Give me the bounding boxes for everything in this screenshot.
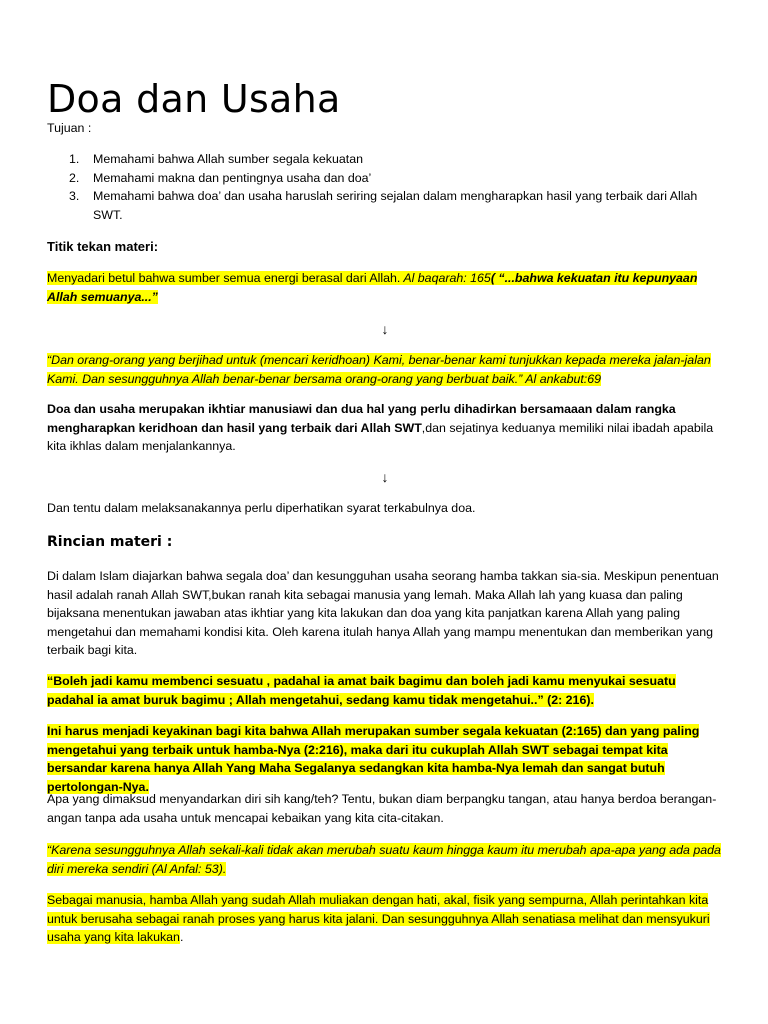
list-number: 3. — [69, 189, 80, 203]
tujuan-label: Tujuan : — [47, 121, 92, 135]
body-text: . — [179, 930, 184, 944]
down-arrow-icon: ↓ — [381, 469, 389, 485]
tujuan-list — [47, 150, 723, 224]
list-number: 1. — [69, 152, 80, 166]
paragraph-sebagai-manusia — [47, 891, 723, 947]
paragraph-energy-source — [47, 269, 723, 306]
list-item — [47, 187, 723, 224]
list-item-text: Memahami bahwa doa’ dan usaha haruslah seriring sejalan dalam mengharapkan hasil yang terbaik dari Allah SWT. — [93, 189, 698, 222]
paragraph-doa-usaha — [47, 400, 723, 456]
bold-text: Doa dan usaha merupakan ikhtiar manusiawi dan dua hal yang perlu dihadirkan bersamaaan dalam rangka mengharapkan keridhoan dan hasil yang terbaik dari Allah SWT — [47, 402, 676, 435]
paragraph-quote-2-216 — [47, 672, 723, 709]
list-item — [47, 169, 723, 188]
down-arrow-icon: ↓ — [381, 321, 389, 337]
body-text: ,dan sejatinya keduanya memiliki nilai ibadah apabila kita ikhlas dalam menjalankannya. — [47, 420, 714, 453]
list-item-text: Memahami bahwa Allah sumber segala kekuatan — [93, 152, 363, 166]
highlighted-text: “Boleh jadi kamu membenci sesuatu , padahal ia amat baik bagimu dan boleh jadi kamu menyukai sesuatu padahal ia amat buruk bagimu ; Allah mengetahui, sedang kamu tidak mengetahui..” (2: 216). — [47, 674, 676, 707]
rincian-heading: Rincian materi : — [47, 534, 173, 550]
list-number: 2. — [69, 170, 80, 185]
highlighted-text: Menyadari betul bahwa sumber semua energi berasal dari Allah. — [47, 271, 401, 285]
paragraph-anfal-quote — [47, 841, 723, 878]
paragraph-ankabut-quote — [47, 351, 723, 388]
paragraph-syarat: Dan tentu dalam melaksanakannya perlu diperhatikan syarat terkabulnya doa. — [47, 501, 476, 515]
list-item-text: Memahami makna dan pentingnya usaha dan doa’ — [93, 170, 372, 185]
quote-text: ( “...bahwa kekuatan itu kepunyaan Allah semuanya...” — [47, 271, 698, 304]
paragraph-menyandarkan: Apa yang dimaksud menyandarkan diri sih kang/teh? Tentu, bukan diam berpangku tangan, atau hanya berdoa berangan-angan tanpa ada usaha untuk mencapai kebaikan yang kita cita-citakan. — [47, 792, 717, 825]
highlighted-text: Sebagai manusia, hamba Allah yang sudah Allah muliakan dengan hati, akal, fisik yang sempurna, Allah perintahkan kita untuk berusaha sebagai ranah proses yang harus kita jalani. Dan sesungguhnya Allah senatiasa melihat dan mensyukuri usaha yang kita lakukan — [47, 893, 710, 944]
page-title: Doa dan Usaha — [47, 77, 341, 122]
highlighted-text: “Dan orang-orang yang berjihad untuk (mencari keridhoan) Kami, benar-benar kami tunjukkan kepada mereka jalan-jalan Kami. Dan sesungguhnya Allah benar-benar bersama orang-orang yang berbuat baik.” Al ankabut:69 — [47, 353, 711, 386]
highlighted-text: “Karena sesungguhnya Allah sekali-kali tidak akan merubah suatu kaum hingga kaum itu merubah apa-apa yang ada pada diri mereka sendiri (Al Anfal: 53). — [47, 843, 721, 876]
paragraph-keyakinan — [47, 722, 723, 796]
verse-reference: Al baqarah: 165 — [400, 271, 491, 285]
highlighted-text: Ini harus menjadi keyakinan bagi kita bahwa Allah merupakan sumber segala kekuatan (2:165) dan yang paling mengetahui yang terbaik untuk hamba-Nya (2:216), maka dari itu cukuplah Allah SWT sebagai tempat kita bersandar karena hanya Allah Yang Maha Segalanya sedangkan kita hamba-Nya lemah dan sangat butuh pertolongan-Nya. — [47, 724, 700, 794]
titik-tekan-heading: Titik tekan materi: — [47, 239, 159, 254]
paragraph-rincian: Di dalam Islam diajarkan bahwa segala doa’ dan kesungguhan usaha seorang hamba takkan sia-sia. Meskipun penentuan hasil adalah ranah Allah SWT,bukan ranah kita sebagai manusia yang lemah. Maka Allah lah yang kuasa dan paling bijaksana menentukan jawaban atas ikhtiar yang kita lakukan dan doa yang kita panjatkan karena Allah yang paling mengetahui dan memahami kondisi kita. Oleh karena itulah hanya Allah yang mampu menentukan dan memberikan yang terbaik bagi kita. — [47, 569, 719, 657]
list-item — [47, 150, 723, 169]
